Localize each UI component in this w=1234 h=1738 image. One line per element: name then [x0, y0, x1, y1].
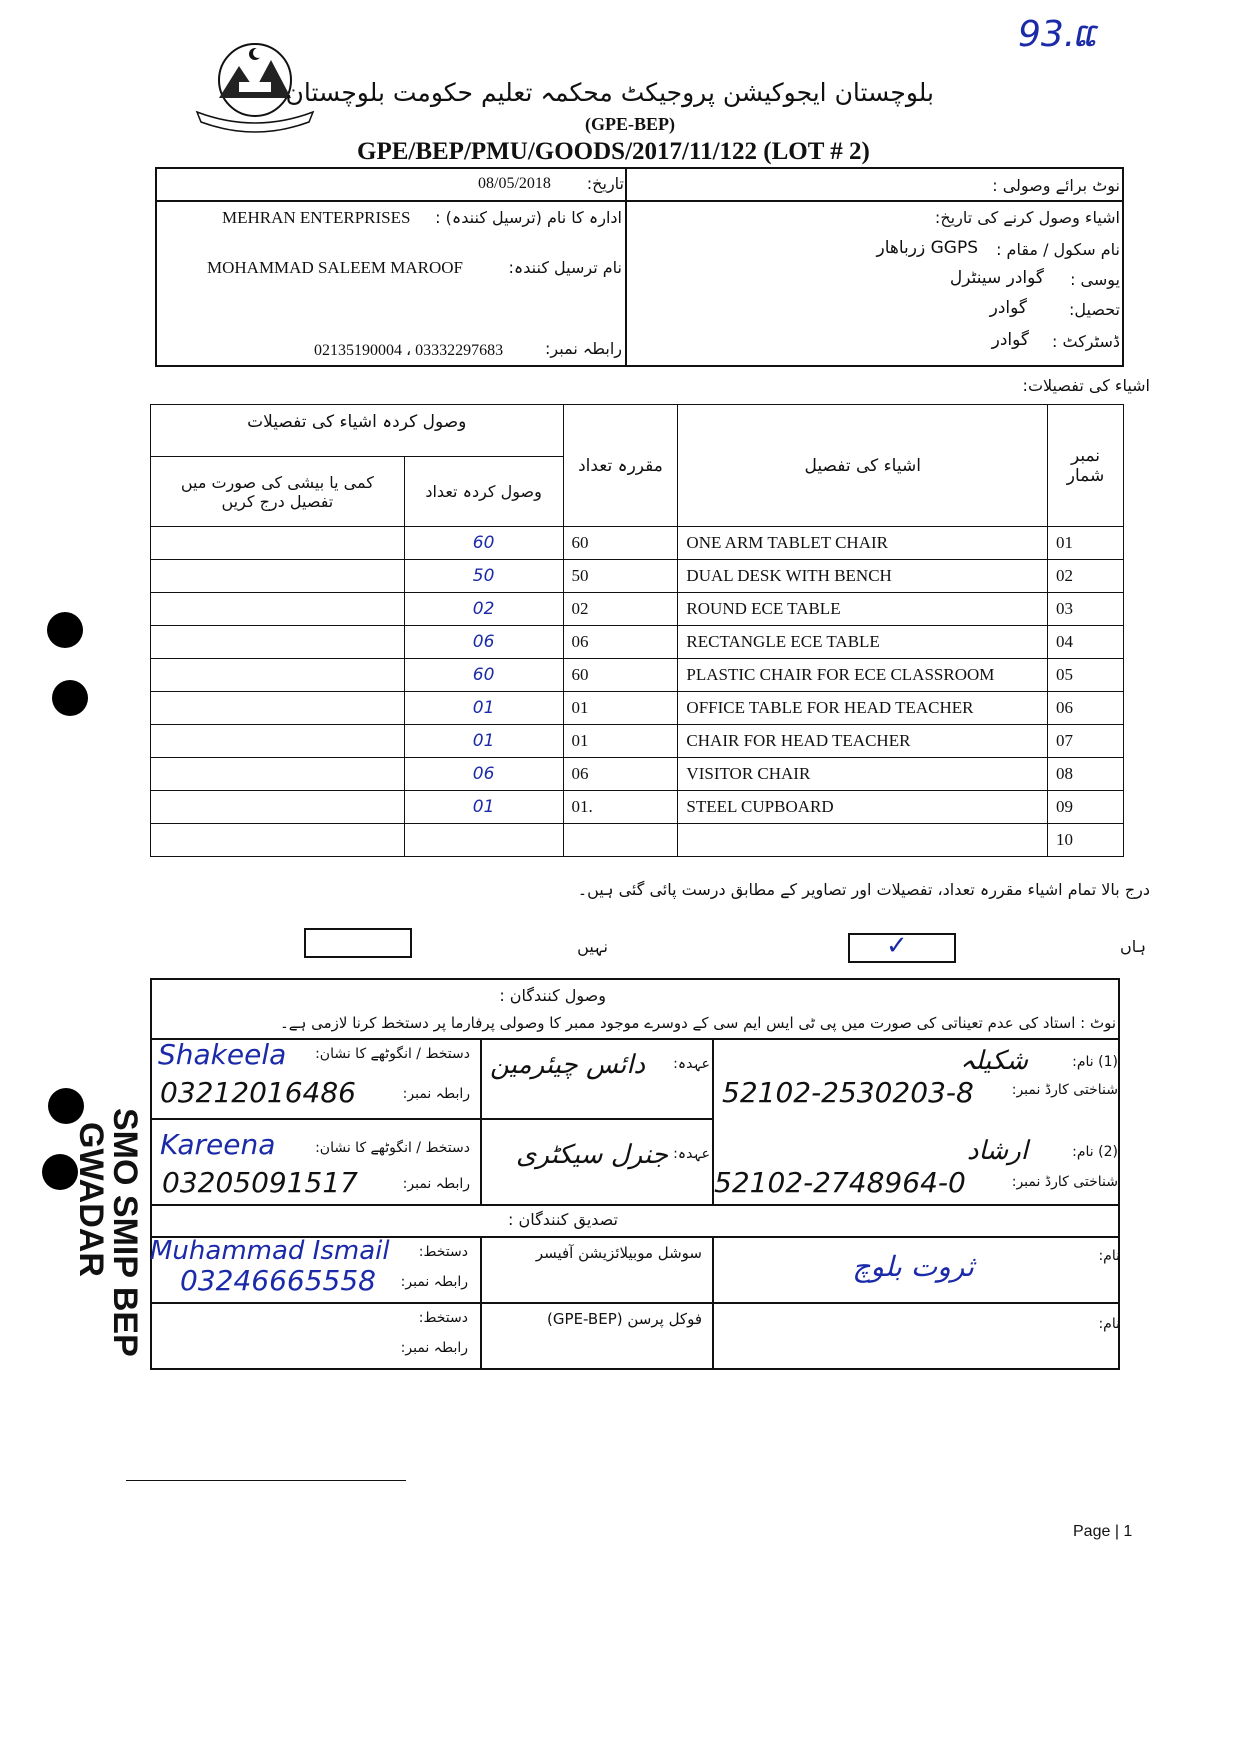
received-qty-cell: 01 — [404, 725, 563, 758]
table-row — [151, 527, 1124, 560]
received-qty-cell: 50 — [404, 560, 563, 593]
receive-date-label: اشیاء وصول کرنے کی تاریخ: — [934, 208, 1120, 227]
table-row — [151, 659, 1124, 692]
yes-label: ہاں — [1120, 937, 1146, 956]
received-qty-cell: 01 — [404, 791, 563, 824]
receivers-title: وصول کنندگان : — [499, 986, 606, 1005]
serial-cell: 09 — [1048, 791, 1124, 824]
fixed-qty-cell: 01. — [563, 791, 678, 824]
v2-role: فوکل پرسن (GPE-BEP) — [547, 1310, 702, 1328]
v1-contact-label: رابطہ نمبر: — [400, 1274, 468, 1290]
r1-designation: دائس چیئرمین — [490, 1050, 646, 1080]
received-qty-cell: 02 — [404, 593, 563, 626]
r1-name-label: (1) نام: — [1072, 1054, 1118, 1070]
serial-cell: 01 — [1048, 527, 1124, 560]
serial-cell: 08 — [1048, 758, 1124, 791]
description-cell: PLASTIC CHAIR FOR ECE CLASSROOM — [678, 659, 1048, 692]
smo-stamp — [62, 1108, 142, 1408]
fixed-qty-cell: 60 — [563, 527, 678, 560]
fixed-qty-cell: 01 — [563, 692, 678, 725]
serial-cell: 10 — [1048, 824, 1124, 857]
district-label: ڈسٹرکٹ : — [1052, 332, 1120, 351]
serial-cell: 07 — [1048, 725, 1124, 758]
date-label: تاریخ: — [586, 174, 624, 193]
received-qty-cell: 60 — [404, 659, 563, 692]
table-row — [151, 758, 1124, 791]
r2-cnic-label: شناختی کارڈ نمبر: — [1011, 1174, 1118, 1190]
description-cell: DUAL DESK WITH BENCH — [678, 560, 1048, 593]
v1-sign-label: دستخط: — [418, 1244, 468, 1260]
r2-sign-label: دستخط / انگوٹھے کا نشان: — [315, 1140, 470, 1156]
yes-checkmark: ✓ — [886, 931, 908, 961]
confirmation-statement: درج بالا تمام اشیاء مقررہ تعداد، تفصیلات اور تصاویر کے مطابق درست پائی گئی ہیں۔ — [577, 880, 1150, 899]
school-label: نام سکول / مقام : — [996, 240, 1120, 259]
received-qty-cell — [404, 824, 563, 857]
serial-cell: 06 — [1048, 692, 1124, 725]
r2-signature: Kareena — [160, 1128, 276, 1161]
no-label: نہیں — [577, 937, 608, 956]
punch-hole — [52, 680, 88, 716]
r1-signature: Shakeela — [158, 1038, 287, 1071]
no-checkbox[interactable] — [304, 928, 412, 958]
items-table — [150, 404, 1124, 857]
description-cell: STEEL CUPBOARD — [678, 791, 1048, 824]
r2-name: ارشاد — [966, 1136, 1028, 1166]
description-cell — [678, 824, 1048, 857]
contact-label: رابطہ نمبر: — [545, 339, 622, 358]
school-value: GGPS زرباھار — [876, 238, 978, 258]
fixed-qty-cell: 06 — [563, 626, 678, 659]
header-title-urdu: بلوچستان ایجوکیشن پروجیکٹ محکمہ تعلیم حکومت بلوچستان — [285, 78, 934, 107]
r2-name-label: (2) نام: — [1072, 1144, 1118, 1160]
r1-contact: 03212016486 — [160, 1076, 356, 1109]
note-label: نوٹ برائے وصولی : — [992, 176, 1120, 195]
shortfall-cell — [151, 758, 405, 791]
received-qty-header: وصول کردہ تعداد — [404, 457, 563, 527]
header-reference: GPE/BEP/PMU/GOODS/2017/11/122 (LOT # 2) — [357, 138, 870, 165]
r1-designation-label: عہدہ: — [673, 1056, 710, 1072]
description-cell: OFFICE TABLE FOR HEAD TEACHER — [678, 692, 1048, 725]
page-number: Page | 1 — [1073, 1523, 1133, 1540]
fixed-qty-cell: 60 — [563, 659, 678, 692]
contact-value: 02135190004 ، 03332297683 — [314, 342, 504, 359]
fixed-qty-cell: 01 — [563, 725, 678, 758]
tehsil-value: گوادر — [989, 298, 1027, 318]
table-row — [151, 791, 1124, 824]
table-row — [151, 692, 1124, 725]
received-qty-cell: 60 — [404, 527, 563, 560]
v1-contact: 03246665558 — [180, 1264, 376, 1297]
description-cell: ONE ARM TABLET CHAIR — [678, 527, 1048, 560]
r2-cnic: 52102-2748964-0 — [714, 1166, 966, 1199]
v1-role: سوشل موبیلائزیشن آفیسر — [535, 1244, 702, 1262]
table-row — [151, 725, 1124, 758]
v2-name-label: نام: — [1098, 1316, 1120, 1332]
r2-designation-label: عہدہ: — [673, 1146, 710, 1162]
fixed-qty-cell: 50 — [563, 560, 678, 593]
description-cell: ROUND ECE TABLE — [678, 593, 1048, 626]
r1-name: شکیلہ — [960, 1046, 1028, 1076]
table-row — [151, 824, 1124, 857]
shortfall-cell — [151, 593, 405, 626]
shortfall-cell — [151, 692, 405, 725]
district-value: گوادر — [991, 330, 1029, 350]
footnote-rule — [126, 1480, 406, 1481]
description-cell: CHAIR FOR HEAD TEACHER — [678, 725, 1048, 758]
date-value: 08/05/2018 — [478, 175, 551, 192]
description-cell: VISITOR CHAIR — [678, 758, 1048, 791]
v1-name: ثروت بلوچ — [852, 1250, 974, 1283]
receivers-note: نوٹ : استاد کی عدم تعیناتی کی صورت میں پی ٹی ایس ایم سی کے دوسرے موجود ممبر کا وصولی پرفارما پر دستخط کرنا لازمی ہے۔ — [279, 1014, 1116, 1032]
fixed-qty-cell: 02 — [563, 593, 678, 626]
sender-label: نام ترسیل کنندہ: — [508, 258, 622, 277]
stamp-line-1: SMO SMIP BEP — [106, 1108, 144, 1357]
received-qty-cell: 06 — [404, 626, 563, 659]
serial-cell: 02 — [1048, 560, 1124, 593]
sender-value: MOHAMMAD SALEEM MAROOF — [207, 258, 463, 277]
shortfall-cell — [151, 791, 405, 824]
r2-contact: 03205091517 — [162, 1166, 358, 1199]
shortfall-cell — [151, 725, 405, 758]
shortfall-cell — [151, 659, 405, 692]
v1-name-label: نام: — [1098, 1248, 1120, 1264]
org-value: MEHRAN ENTERPRISES — [222, 208, 411, 227]
description-cell: RECTANGLE ECE TABLE — [678, 626, 1048, 659]
received-qty-cell: 01 — [404, 692, 563, 725]
table-row — [151, 593, 1124, 626]
fixed-qty-header: مقررہ تعداد — [563, 405, 678, 527]
serial-cell: 05 — [1048, 659, 1124, 692]
handwritten-reference: 93.ແ — [1018, 14, 1100, 55]
v2-contact-label: رابطہ نمبر: — [400, 1340, 468, 1356]
fixed-qty-cell: 06 — [563, 758, 678, 791]
uc-value: گوادر سینٹرل — [949, 268, 1044, 288]
r1-cnic: 52102-2530203-8 — [722, 1076, 974, 1109]
v2-sign-label: دستخط: — [418, 1310, 468, 1326]
uc-label: یوسی : — [1070, 270, 1120, 289]
items-section-label: اشیاء کی تفصیلات: — [1022, 376, 1150, 395]
shortfall-cell — [151, 626, 405, 659]
table-row — [151, 560, 1124, 593]
punch-hole — [47, 612, 83, 648]
serial-cell: 03 — [1048, 593, 1124, 626]
r2-designation: جنرل سیکٹری — [516, 1140, 668, 1170]
v1-signature: Muhammad Ismail — [150, 1236, 390, 1266]
shortfall-header: کمی یا بیشی کی صورت میں تفصیل درج کریں — [151, 457, 405, 527]
shortfall-cell — [151, 560, 405, 593]
shortfall-cell — [151, 824, 405, 857]
r2-contact-label: رابطہ نمبر: — [402, 1176, 470, 1192]
stamp-line-2: GWADAR — [72, 1122, 110, 1277]
shortfall-cell — [151, 527, 405, 560]
received-group-header: وصول کردہ اشیاء کی تفصیلات — [151, 405, 564, 457]
table-row — [151, 626, 1124, 659]
serial-header: نمبر شمار — [1048, 405, 1124, 527]
r1-contact-label: رابطہ نمبر: — [402, 1086, 470, 1102]
description-header: اشیاء کی تفصیل — [678, 405, 1048, 527]
org-label: ادارہ کا نام (ترسیل کنندہ) : — [435, 208, 622, 227]
fixed-qty-cell — [563, 824, 678, 857]
r1-cnic-label: شناختی کارڈ نمبر: — [1011, 1082, 1118, 1098]
yes-checkbox[interactable] — [848, 933, 956, 963]
tehsil-label: تحصیل: — [1069, 300, 1120, 319]
header-subtitle: (GPE-BEP) — [585, 114, 675, 134]
r1-sign-label: دستخط / انگوٹھے کا نشان: — [315, 1046, 470, 1062]
verifiers-title: تصدیق کنندگان : — [508, 1210, 618, 1229]
received-qty-cell: 06 — [404, 758, 563, 791]
serial-cell: 04 — [1048, 626, 1124, 659]
